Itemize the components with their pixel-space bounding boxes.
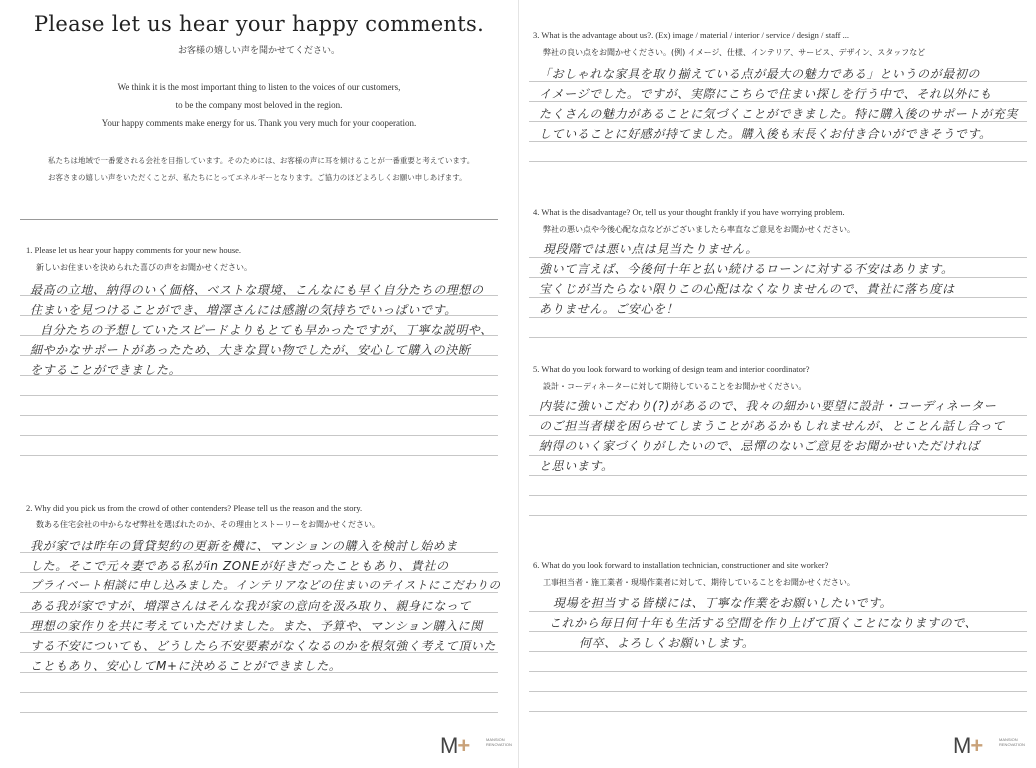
question-4-en: 4. What is the disadvantage? Or, tell us your thought frankly if you have worrying problem. [533,207,845,217]
answer-5-line: 納得のいく家づくりがしたいので、忌憚のないご意見をお聞かせいただければ [539,439,980,453]
answer-5-line: のご担当者様を困らせてしまうことがあるかもしれませんが、とことん話し合って [539,419,1005,433]
question-1-ja: 新しいお住まいを決められた喜びの声をお聞かせください。 [36,263,252,272]
answer-3-line: たくさんの魅力があることに気づくことができました。特に購入後のサポートが充実 [539,107,1018,121]
question-5-ja: 設計・コーディネーターに対して期待していることをお聞かせください。 [543,382,807,391]
question-6-ja: 工事担当者・施工業者・現場作業者に対して、期待していることをお聞かせください。 [543,578,855,587]
answer-4-line: ありません。ご安心を！ [539,302,679,316]
question-6-en: 6. What do you look forward to installation technician, constructioner and site worker? [533,560,829,570]
question-5-en: 5. What do you look forward to working of design team and interior coordinator? [533,364,810,374]
intro-ja-line: お客さまの嬉しい声をいただくことが、私たちにとってエネルギーとなります。ご協力のほどよろしくお願い申しあげます。 [48,173,467,182]
answer-3-line: イメージでした。ですが、実際にこちらで住まい探しを行う中で、それ以外にも [539,87,992,101]
answer-1-line: をすることができました。 [30,363,182,377]
company-logo: M+ MANSION RENOVATION [953,733,983,759]
answer-6-line: 現場を担当する皆様には、丁寧な作業をお願いしたいです。 [553,596,893,610]
answer-2-line: ある我が家ですが、増澤さんはそんな我が家の意向を汲み取り、親身になって [30,599,472,613]
question-2-ja: 数ある住宅会社の中からなぜ弊社を選ばれたのか、その理由とストーリーをお聞かせください。 [36,520,380,529]
question-4-ja: 弊社の悪い点や今後心配な点などがございましたら率直なご意見をお聞かせください。 [543,225,855,234]
answer-1-line: 自分たちの予想していたスピードよりもとても早かったですが、丁寧な説明や、 [40,323,493,337]
answer-6-line: 何卒、よろしくお願いします。 [579,636,755,650]
answer-3-line: していることに好感が持てました。購入後も末長くお付き合いができそうです。 [539,127,992,141]
intro-en-line: Your happy comments make energy for us. Thank you very much for your cooperation. [101,118,417,128]
answer-1-line: 最高の立地、納得のいく価格、ベストな環境、こんなにも早く自分たちの理想の [30,283,484,297]
answer-2-line: した。そこで元々妻である私がin ZONEが好きだったこともあり、貴社の [30,559,449,573]
answer-2-line: プライベート相談に申し込みました。インテリアなどの住まいのテイストにこだわりの [30,578,501,592]
page-subtitle: お客様の嬉しい声を聞かせてください。 [177,46,340,56]
answer-4-line: 現段階では悪い点は見当たりません。 [543,242,758,256]
answer-2-line: こともあり、安心してM+に決めることができました。 [30,659,342,673]
answer-3-line: 「おしゃれな家具を取り揃えている点が最大の魅力である」というのが最初の [539,67,981,81]
company-logo: M+ MANSION RENOVATION [440,733,470,759]
answer-4-line: 宝くじが当たらない限りこの心配はなくなりませんので、貴社に落ち度は [539,282,955,296]
page-title: Please let us hear your happy comments. [33,12,485,36]
answer-2-line: 我が家では昨年の賃貸契約の更新を機に、マンションの購入を検討し始めま [30,539,458,553]
intro-en-line: We think it is the most important thing to listen to the voices of our customers, [117,82,401,92]
answer-4-line: 強いて言えば、今後何十年と払い続けるローンに対する不安はあります。 [539,262,954,276]
question-2-en: 2. Why did you pick us from the crowd of other contenders? Please tell us the reason and the story. [26,503,363,513]
intro-ja-line: 私たちは地域で一番愛される会社を目指しています。そのためには、お客様の声に耳を傾けることが一番重要と考えています。 [48,156,475,165]
question-3-en: 3. What is the advantage about us?. (Ex) image / material / interior / service / design / staff ... [533,30,849,40]
answer-5-line: と思います。 [539,459,614,473]
logo-tagline: MANSION RENOVATION [486,737,512,747]
question-1-en: 1. Please let us hear your happy comments for your new house. [26,245,242,255]
intro-divider [20,219,498,220]
logo-tagline: MANSION RENOVATION [999,737,1025,747]
question-3-ja: 弊社の良い点をお聞かせください。(例) イメージ、仕様、インテリア、サービス、デザイン、スタッフなど [543,48,926,57]
intro-en-line: to be the company most beloved in the region. [175,100,343,110]
answer-5-line: 内装に強いこだわり(?)があるので、我々の細かい要望に設計・コーディネーター [539,399,997,413]
answer-2-line: 理想の家作りを共に考えていただけました。また、予算や、マンション購入に関 [30,619,483,633]
answer-1-line: 住まいを見つけることができ、増澤さんには感謝の気持ちでいっぱいです。 [30,303,457,317]
answer-6-line: これから毎日何十年も生活する空間を作り上げて頂くことになりますので、 [549,616,978,630]
answer-2-line: する不安についても、どうしたら不安要素がなくなるのかを根気強く考えて頂いた [30,639,496,653]
right-page [518,0,1036,768]
answer-1-line: 細やかなサポートがあったため、大きな買い物でしたが、安心して購入の決断 [30,343,471,357]
